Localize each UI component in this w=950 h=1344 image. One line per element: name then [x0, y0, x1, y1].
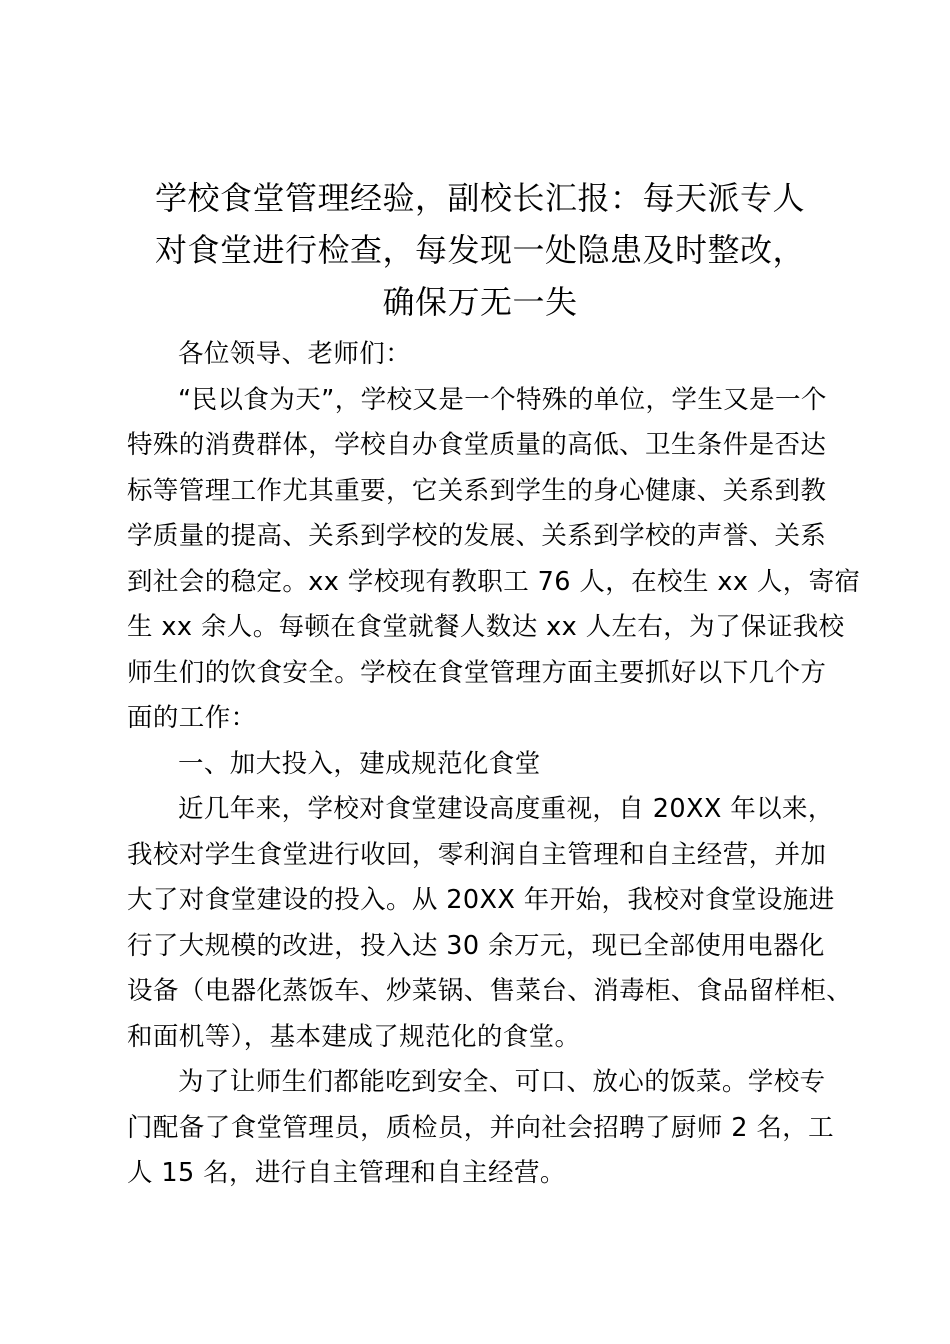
title-line: 学校食堂管理经验，副校长汇报：每天派专人 [154, 179, 805, 217]
paragraph-line: 学质量的提高、关系到学校的发展、关系到学校的声誉、关系 [127, 521, 827, 551]
paragraph-investment [127, 787, 853, 1060]
paragraph-line: 和面机等），基本建成了规范化的食堂。 [127, 1021, 581, 1052]
paragraph-line: 面的工作： [127, 703, 257, 733]
document-page [127, 172, 861, 1197]
paragraph-line: 设备（电器化蒸饭车、炒菜锅、售菜台、消毒柜、食品留样柜、 [127, 976, 853, 1006]
paragraph-line: 到社会的稳定。xx 学校现有教职工 76 人，在校生 xx 人，寄宿 [127, 566, 861, 597]
paragraph-line: 近几年来，学校对食堂建设高度重视，自 20XX 年以来， [178, 794, 834, 824]
paragraph-line: 行了大规模的改进，投入达 30 余万元，现已全部使用电器化 [127, 930, 825, 961]
paragraph-line: 生 xx 余人。每顿在食堂就餐人数达 xx 人左右，为了保证我校 [127, 612, 845, 642]
paragraph-line: 标等管理工作尤其重要，它关系到学生的身心健康、关系到教 [127, 475, 827, 506]
paragraph-line: 特殊的消费群体，学校自办食堂质量的高低、卫生条件是否达 [127, 430, 827, 460]
paragraph-line: 为了让师生们都能吃到安全、可口、放心的饭菜。学校专 [178, 1067, 826, 1097]
section-heading-text: 一、加大投入，建成规范化食堂 [178, 748, 541, 779]
paragraph-line: 人 15 名，进行自主管理和自主经营。 [127, 1158, 566, 1188]
paragraph-intro [127, 378, 861, 742]
paragraph-line: “民以食为天”，学校又是一个特殊的单位，学生又是一个 [178, 384, 827, 415]
greeting [127, 332, 833, 378]
document-title [127, 172, 833, 328]
paragraph-line: 我校对学生食堂进行收回，零利润自主管理和自主经营，并加 [127, 839, 827, 870]
paragraph-line: 门配备了食堂管理员，质检员，并向社会招聘了厨师 2 名，工 [127, 1112, 835, 1143]
title-line: 确保万无一失 [382, 283, 578, 321]
greeting-text: 各位领导、老师们： [178, 339, 412, 369]
paragraph-line: 大了对食堂建设的投入。从 20XX 年开始，我校对食堂设施进 [127, 885, 835, 915]
title-line: 对食堂进行检查，每发现一处隐患及时整改， [154, 231, 805, 269]
section-heading [127, 742, 833, 788]
paragraph-staffing [127, 1060, 833, 1197]
paragraph-line: 师生们的饮食安全。学校在食堂管理方面主要抓好以下几个方 [127, 657, 827, 688]
